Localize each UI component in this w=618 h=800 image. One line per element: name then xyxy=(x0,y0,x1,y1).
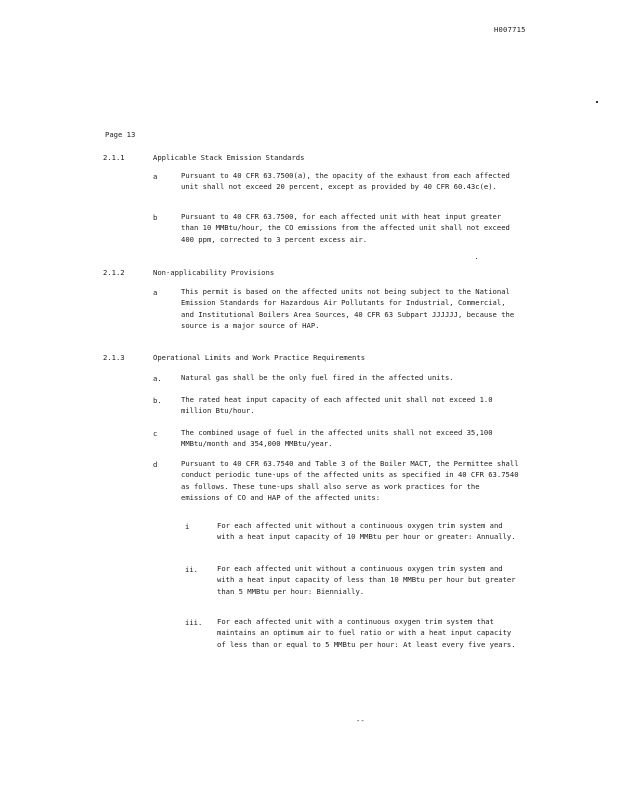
item-letter: a xyxy=(153,172,158,181)
page-label: Page 13 xyxy=(105,130,136,139)
item-letter: b xyxy=(153,213,158,222)
subitem-text: For each affected unit without a continuous oxygen trim system and with a heat input capacity of less than 10 MMBtu per hour but greater than 5 MMBtu per hour: Biennially. xyxy=(217,564,516,596)
section-title: Non-applicability Provisions xyxy=(153,268,275,277)
item-letter: a xyxy=(153,288,158,297)
section-number: 2.1.2 xyxy=(103,268,125,277)
item-text: Pursuant to 40 CFR 63.7500(a), the opacity of the exhaust from each affected unit shall not exceed 20 percent, except as provided by 40 CFR 60.43c(e). xyxy=(181,171,510,192)
subitem-number: iii. xyxy=(185,618,203,627)
item-letter: c xyxy=(153,429,158,438)
item-text: The combined usage of fuel in the affected units shall not exceed 35,100 MMBtu/month and 354,000 MMBtu/year. xyxy=(181,428,493,449)
section-number: 2.1.3 xyxy=(103,353,125,362)
section-title: Operational Limits and Work Practice Requirements xyxy=(153,353,366,362)
item-letter: b. xyxy=(153,396,162,405)
item-text: Pursuant to 40 CFR 63.7500, for each affected unit with heat input greater than 10 MMBtu/hour, the CO emissions from the affected unit shall not exceed 400 ppm, corrected to 3 percent excess air. xyxy=(181,212,510,244)
section-title: Applicable Stack Emission Standards xyxy=(153,153,305,162)
scan-speck xyxy=(596,101,598,103)
subitem-number: ii. xyxy=(185,565,198,574)
item-letter: d xyxy=(153,460,158,469)
item-text: The rated heat input capacity of each affected unit shall not exceed 1.0 million Btu/hour. xyxy=(181,395,493,416)
item-text: Natural gas shall be the only fuel fired in the affected units. xyxy=(181,373,454,382)
subitem-text: For each affected unit with a continuous oxygen trim system that maintains an optimum air to fuel ratio or with a heat input capacity of less than or equal to 5 MMBtu per hour: At least every five years. xyxy=(217,617,516,649)
item-letter: a. xyxy=(153,374,162,383)
item-text: This permit is based on the affected units not being subject to the National Emission Standards for Hazardous Air Pollutants for Industrial, Commercial, and Institutional Boilers Area Sources, 40 CFR 63 Subpart JJJJJJ, because the source is a major source of HAP. xyxy=(181,287,515,330)
scan-speck xyxy=(476,258,477,259)
subitem-text: For each affected unit without a continuous oxygen trim system and with a heat input capacity of 10 MMBtu per hour or greater: Annually. xyxy=(217,521,516,542)
item-text: Pursuant to 40 CFR 63.7540 and Table 3 of the Boiler MACT, the Permittee shall conduct periodic tune-ups of the affected units as specified in 40 CFR 63.7540 as follows. These tune-ups shall also serve as work practices for the emissions of CO and HAP of the affected units: xyxy=(181,459,519,502)
page-number: -- xyxy=(356,716,365,725)
document-id: H007715 xyxy=(494,25,526,34)
section-number: 2.1.1 xyxy=(103,153,125,162)
subitem-number: i xyxy=(185,522,190,531)
